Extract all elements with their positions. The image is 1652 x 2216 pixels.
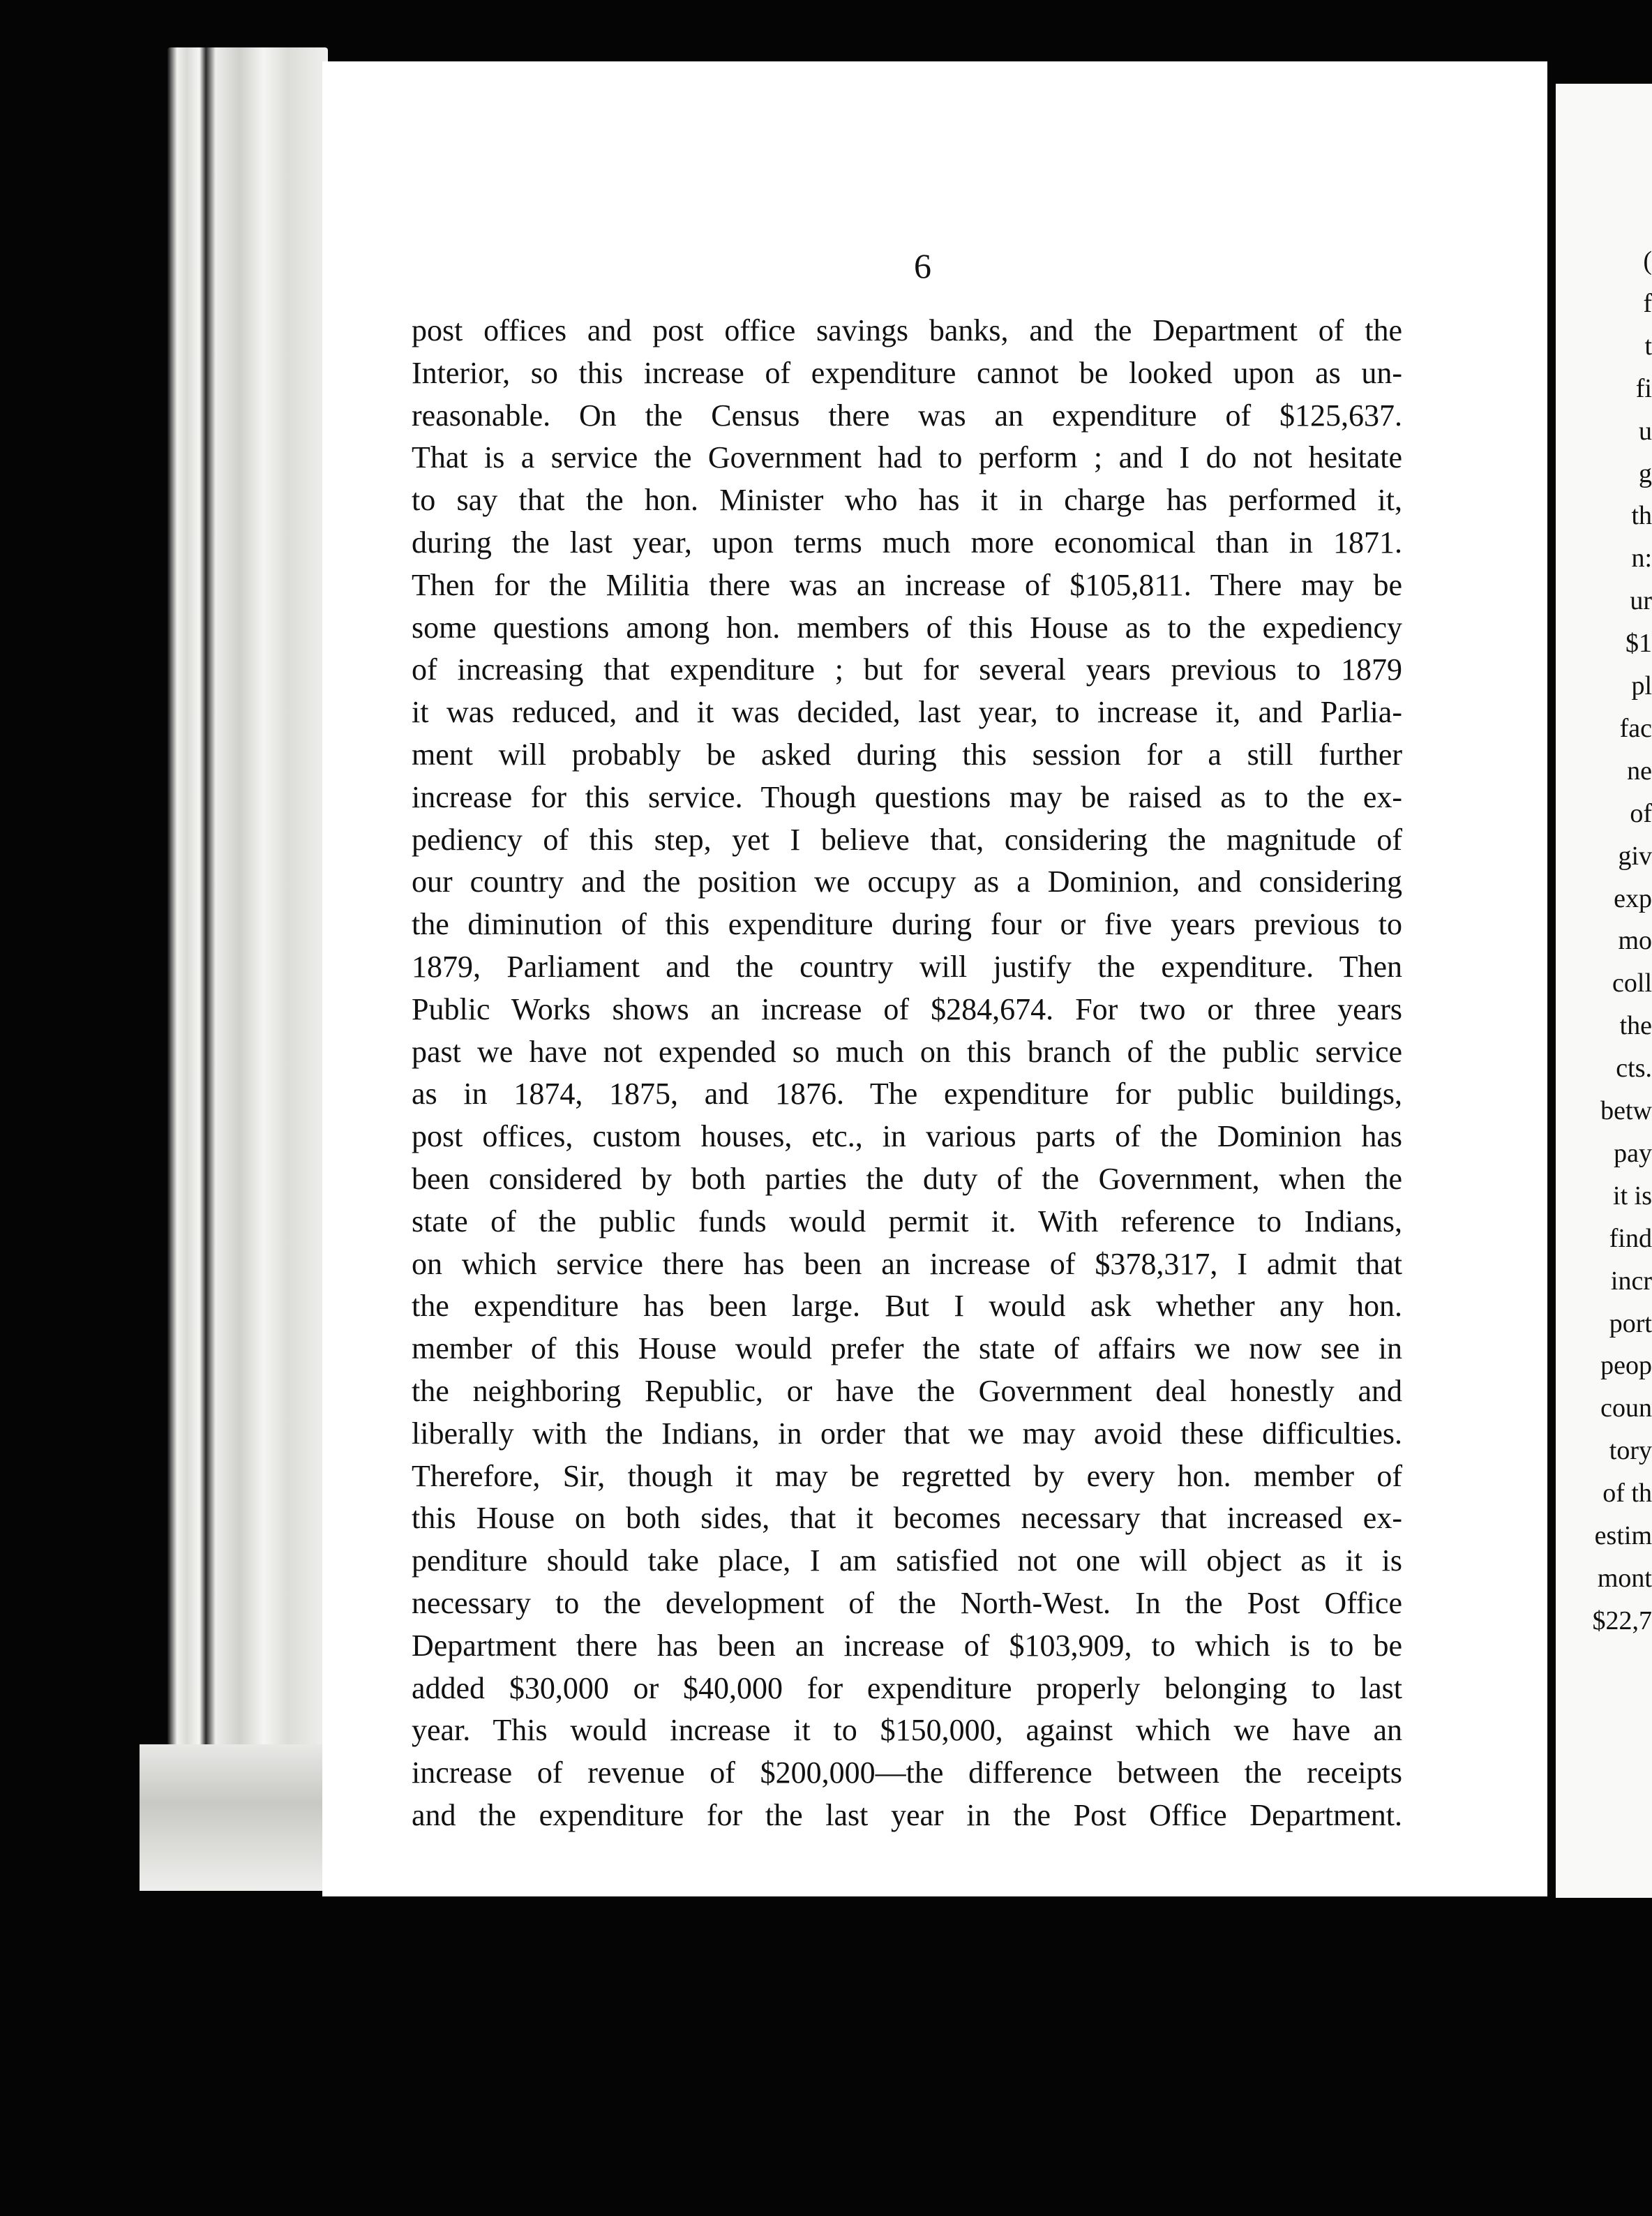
facing-text-fragment: mo [1618,926,1652,956]
facing-text-fragment: betw [1600,1096,1652,1125]
text-line: the neighboring Republic, or have the Government deal honestly and [412,1373,1402,1408]
text-line: necessary to the development of the North-West. In the Post Office [412,1585,1402,1620]
text-line: pediency of this step, yet I believe that, considering the magnitude of [412,822,1402,857]
text-line: increase for this service. Though questions may be raised as to the ex- [412,779,1402,814]
facing-text-fragment: $1 [1625,629,1652,659]
facing-text-fragment: $22,7 [1592,1605,1652,1635]
facing-text-fragment: pl [1631,671,1652,701]
body-text [412,310,1402,1837]
facing-text-fragment: of th [1602,1478,1652,1508]
text-line: during the last year, upon terms much more economical than in 1871. [412,525,1402,560]
text-line: Then for the Militia there was an increase of $105,811. There may be [412,567,1402,602]
book-edge-foot [140,1744,335,1891]
facing-text-fragment: tory [1609,1436,1652,1466]
facing-text-fragment: f [1643,288,1652,318]
facing-text-fragment: cts. [1616,1054,1652,1084]
text-line: as in 1874, 1875, and 1876. The expenditure for public buildings, [412,1077,1402,1111]
text-line: our country and the position we occupy as a Dominion, and considering [412,864,1402,899]
text-line: penditure should take place, I am satisfied not one will object as it is [412,1543,1402,1578]
facing-text-fragment: fac [1619,713,1652,743]
text-line: this House on both sides, that it becomes necessary that increased ex- [412,1501,1402,1536]
facing-text-fragment: exp [1614,883,1652,913]
facing-text-fragment: port [1609,1308,1652,1338]
facing-text-fragment: estim [1594,1521,1652,1550]
text-line: reasonable. On the Census there was an expenditure of $125,637. [412,398,1402,433]
facing-text-fragment: ne [1627,756,1652,786]
text-line: Interior, so this increase of expenditure cannot be looked upon as un- [412,355,1402,390]
text-line: 1879, Parliament and the country will justify the expenditure. Then [412,949,1402,984]
text-line: year. This would increase it to $150,000, against which we have an [412,1713,1402,1748]
text-line: post offices, custom houses, etc., in various parts of the Dominion has [412,1119,1402,1154]
text-line: of increasing that expenditure ; but for several years previous to 1879 [412,652,1402,687]
page-number: 6 [914,246,931,285]
facing-text-fragment: pay [1614,1138,1652,1168]
facing-text-fragment: ur [1630,586,1652,616]
facing-text-fragment: t [1644,331,1652,361]
facing-text-fragment: n: [1631,544,1652,574]
facing-text-fragment: peop [1600,1351,1652,1381]
text-line: Department there has been an increase of $103,909, to which is to be [412,1628,1402,1663]
text-line: member of this House would prefer the state of affairs we now see in [412,1331,1402,1366]
facing-text-fragment: u [1639,416,1652,446]
text-line: on which service there has been an increase of $378,317, I admit that [412,1246,1402,1281]
facing-text-fragment: th [1631,501,1652,531]
facing-text-fragment: mont [1597,1563,1652,1593]
facing-text-fragment: it is [1613,1181,1652,1211]
text-line: liberally with the Indians, in order that we may avoid these difficulties. [412,1416,1402,1451]
book-page-edges [167,47,328,1889]
text-line: increase of revenue of $200,000—the difference between the receipts [412,1755,1402,1790]
text-line: been considered by both parties the duty of the Government, when the [412,1161,1402,1196]
text-line: Therefore, Sir, though it may be regretted by every hon. member of [412,1458,1402,1493]
text-line: the diminution of this expenditure during four or five years previous to [412,907,1402,942]
text-line: Public Works shows an increase of $284,674. For two or three years [412,991,1402,1026]
facing-text-fragment: coll [1612,968,1652,998]
text-line: it was reduced, and it was decided, last year, to increase it, and Parlia- [412,695,1402,730]
text-line: added $30,000 or $40,000 for expenditure properly belonging to last [412,1670,1402,1705]
facing-text-fragment: the [1619,1011,1652,1041]
facing-text-fragment: of [1630,798,1652,828]
facing-text-fragment: incr [1610,1266,1652,1296]
text-line: That is a service the Government had to perform ; and I do not hesitate [412,440,1402,475]
facing-text-fragment: fi [1635,373,1652,403]
facing-page-fragment [1556,84,1652,1898]
facing-text-fragment: find [1609,1223,1652,1253]
text-line: some questions among hon. members of this House as to the expediency [412,610,1402,645]
text-line: state of the public funds would permit it. With reference to Indians, [412,1204,1402,1238]
text-line: and the expenditure for the last year in the Post Office Department. [412,1797,1402,1832]
text-line: post offices and post office savings banks, and the Department of the [412,313,1402,347]
text-line: to say that the hon. Minister who has it in charge has performed it, [412,483,1402,518]
facing-text-fragment: coun [1600,1393,1652,1423]
text-line: ment will probably be asked during this session for a still further [412,737,1402,772]
facing-text-fragment: ( [1643,246,1652,276]
text-line: the expenditure has been large. But I would ask whether any hon. [412,1289,1402,1324]
facing-text-fragment: giv [1618,841,1652,871]
text-line: past we have not expended so much on this branch of the public service [412,1034,1402,1069]
facing-text-fragment: g [1639,458,1652,488]
